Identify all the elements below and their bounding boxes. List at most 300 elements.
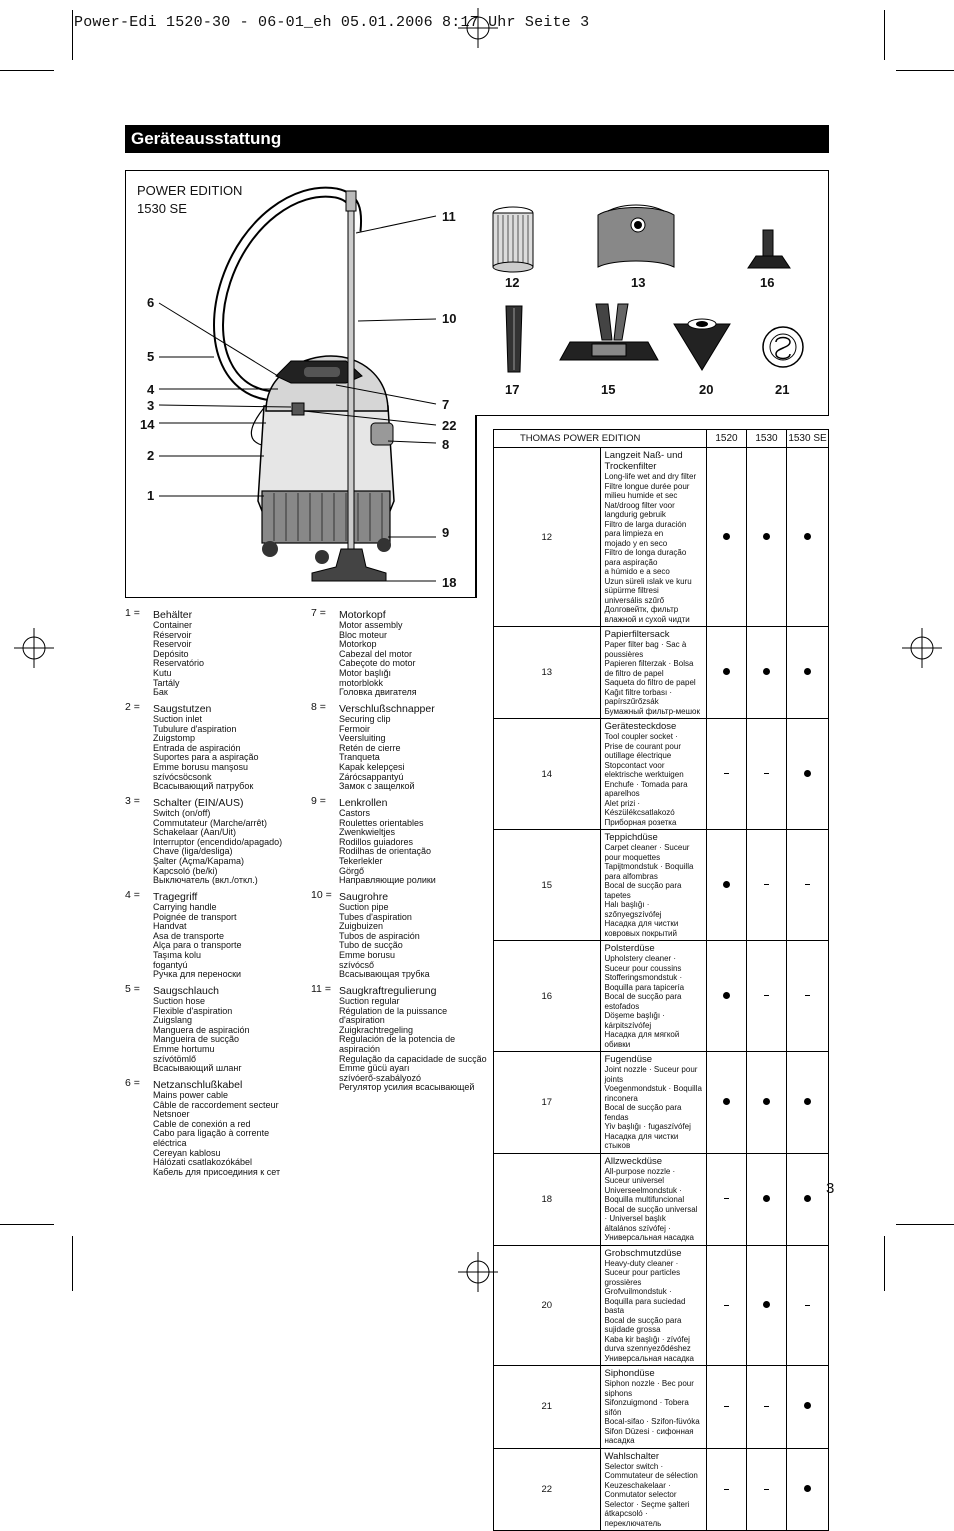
row-description bbox=[600, 448, 707, 627]
availability-cell bbox=[787, 1448, 829, 1531]
row-description bbox=[600, 1245, 707, 1366]
crevice-nozzle-icon bbox=[502, 304, 526, 374]
legend-translation: Retén de cierre bbox=[339, 742, 401, 753]
row-translation: Siphon nozzle · Bec pour siphons bbox=[604, 1379, 694, 1398]
availability-cell bbox=[787, 719, 829, 830]
row-description bbox=[600, 941, 707, 1052]
availability-cell bbox=[747, 941, 787, 1052]
included-dot-icon bbox=[804, 1195, 811, 1202]
legend-entry bbox=[311, 609, 487, 698]
callout-number: 14 bbox=[140, 417, 155, 432]
availability-cell bbox=[747, 1366, 787, 1449]
legend-translation: Suction hose bbox=[153, 996, 206, 1006]
table-header-row bbox=[494, 430, 829, 448]
callout-number: 22 bbox=[442, 418, 457, 433]
row-translation: Universeelmondstuk · Boquilla multifuncional bbox=[604, 1185, 685, 1204]
callout-number: 5 bbox=[147, 349, 155, 364]
crop-mark bbox=[896, 70, 954, 71]
legend-translation: Suportes para a aspiração bbox=[153, 752, 259, 763]
callout-number: 6 bbox=[147, 295, 155, 310]
included-dot-icon bbox=[804, 1485, 811, 1492]
row-number: 16 bbox=[494, 941, 601, 1052]
not-included-dash-icon bbox=[764, 1489, 769, 1490]
legend-translation: Cabezal del motor bbox=[339, 648, 413, 659]
row-number: 12 bbox=[494, 448, 601, 627]
row-title: Wahlschalter bbox=[604, 1450, 660, 1462]
legend-translation: Regulação da capacidade de sucção bbox=[339, 1053, 487, 1064]
availability-cell bbox=[747, 719, 787, 830]
legend-number: 10 = bbox=[311, 889, 332, 901]
accessory-number: 17 bbox=[505, 382, 520, 397]
legend-number: 11 = bbox=[311, 983, 331, 995]
legend-translation: Motorkop bbox=[339, 639, 377, 650]
legend-number: 3 = bbox=[125, 795, 140, 807]
legend-translation: Switch (on/off) bbox=[153, 808, 211, 818]
availability-cell bbox=[707, 627, 747, 719]
registration-mark-icon bbox=[902, 628, 942, 668]
heavy-duty-nozzle-icon bbox=[672, 316, 732, 372]
row-translation: Carpet cleaner · Suceur pour moquettes bbox=[604, 843, 690, 862]
not-included-dash-icon bbox=[764, 1406, 769, 1407]
row-description bbox=[600, 1052, 707, 1154]
legend-translation: Mains power cable bbox=[153, 1090, 229, 1100]
availability-cell bbox=[707, 719, 747, 830]
row-title: Teppichdüse bbox=[604, 832, 658, 843]
row-translation: Halı başlığı · szőnyegszívófej bbox=[604, 900, 662, 919]
row-translation: Sifonzuigmond · Tobera sifón bbox=[604, 1398, 689, 1417]
legend-translation: Zuigkrachtregeling bbox=[339, 1024, 414, 1035]
table-header-model: 1530 SE bbox=[787, 430, 829, 448]
legend-translation: Всасывающий патрубок bbox=[153, 781, 254, 792]
row-translation: Универсальная насадка bbox=[604, 1353, 694, 1363]
legend-number: 8 = bbox=[311, 701, 326, 713]
legend-translation: Regulación de la potencia de aspiración bbox=[339, 1034, 456, 1054]
row-translation: Бумажный фильтр-мешок bbox=[604, 706, 700, 716]
availability-cell bbox=[707, 830, 747, 941]
legend-translation: Suction regular bbox=[339, 996, 400, 1006]
accessory-number: 16 bbox=[760, 275, 775, 290]
row-translation: Alet prizi · Készülékcsatlakozó bbox=[604, 798, 675, 817]
legend-heading: Schalter (EIN/AUS) bbox=[153, 797, 244, 809]
row-translation: Stopcontact voor elektrische werktuigen bbox=[604, 760, 684, 779]
crop-mark bbox=[884, 10, 885, 60]
not-included-dash-icon bbox=[764, 773, 769, 774]
row-description bbox=[600, 1448, 707, 1531]
crop-mark bbox=[884, 1236, 885, 1291]
legend-translation: Tubes d'aspiration bbox=[339, 911, 412, 922]
table-row bbox=[494, 1245, 829, 1366]
row-title: Gerätesteckdose bbox=[604, 721, 677, 732]
row-translation: a húmido e a seco bbox=[604, 567, 670, 576]
legend-translation: Tranqueta bbox=[339, 752, 380, 763]
legend-translation: Alça para o transporte bbox=[153, 940, 242, 951]
legend-translation: szívóerő-szabályozó bbox=[339, 1072, 422, 1083]
row-number: 14 bbox=[494, 719, 601, 830]
vacuum-cleaner-illustration bbox=[126, 171, 474, 597]
legend-translation: Tubos de aspiración bbox=[339, 930, 420, 941]
legend-translation: Hálózati csatlakozókábel bbox=[153, 1157, 253, 1168]
siphon-nozzle-icon bbox=[760, 324, 806, 370]
row-translation: Nat/droog filter voor langdurig gebruik bbox=[604, 500, 675, 519]
legend-translation: Выключатель (вкл./откл.) bbox=[153, 875, 258, 886]
page-number: 3 bbox=[826, 1180, 835, 1197]
legend-translation: Zuigbuizen bbox=[339, 921, 384, 932]
legend-translation: Mangueira de sucção bbox=[153, 1034, 240, 1045]
legend-number: 4 = bbox=[125, 889, 140, 901]
legend-translation: Suction pipe bbox=[339, 902, 389, 912]
legend-translation: Tartály bbox=[153, 677, 180, 688]
legend-translation: szívótömlő bbox=[153, 1053, 197, 1064]
legend-translation: Rodilhas de orientação bbox=[339, 846, 432, 857]
row-translation: Prise de courant pour outillage électrique bbox=[604, 741, 681, 760]
row-translation: Sifon Düzesi · сифонная насадка bbox=[604, 1426, 694, 1445]
row-translation: Насадка для чистки ковровых покрытий bbox=[604, 919, 679, 938]
legend-translation: Taşıma kolu bbox=[153, 949, 202, 960]
availability-cell bbox=[707, 1153, 747, 1245]
row-translation: Paper filter bag · Sac à poussières bbox=[604, 640, 687, 659]
legend-number: 7 = bbox=[311, 607, 326, 619]
row-number: 20 bbox=[494, 1245, 601, 1366]
legend-number: 6 = bbox=[125, 1077, 140, 1089]
row-number: 17 bbox=[494, 1052, 601, 1154]
legend-heading: Saugstutzen bbox=[153, 703, 212, 715]
accessory-number: 20 bbox=[699, 382, 714, 397]
row-translation: általános szívófej · Универсальная насадка bbox=[604, 1223, 694, 1242]
accessory-number: 21 bbox=[775, 382, 790, 397]
upholstery-nozzle-icon bbox=[744, 228, 794, 272]
row-translation: Yiv başlığı · fugaszívófej bbox=[604, 1122, 691, 1131]
legend-translation: Zuigstomp bbox=[153, 733, 196, 744]
legend-translation: szívócső bbox=[339, 959, 375, 970]
included-dot-icon bbox=[763, 533, 770, 540]
included-dot-icon bbox=[804, 1402, 811, 1409]
registration-mark-icon bbox=[14, 628, 54, 668]
legend-translation: Tubulure d'aspiration bbox=[153, 723, 237, 734]
table-row bbox=[494, 1153, 829, 1245]
legend-translation: Réservoir bbox=[153, 629, 192, 640]
included-dot-icon bbox=[723, 668, 730, 675]
legend-translation: Depósito bbox=[153, 648, 189, 659]
legend-translation: Manguera de aspiración bbox=[153, 1024, 250, 1035]
paper-filter-bag-icon bbox=[594, 203, 678, 273]
row-translation: átkapcsoló · переключатель bbox=[604, 1509, 662, 1528]
figure-divider bbox=[475, 415, 477, 598]
availability-cell bbox=[747, 448, 787, 627]
row-number: 22 bbox=[494, 1448, 601, 1531]
availability-cell bbox=[747, 1448, 787, 1531]
legend-translation: Головка двигателя bbox=[339, 687, 417, 698]
legend-heading: Behälter bbox=[153, 609, 193, 621]
not-included-dash-icon bbox=[724, 773, 729, 774]
not-included-dash-icon bbox=[805, 995, 810, 996]
availability-cell bbox=[707, 1245, 747, 1366]
legend-translation: Zárócsappantyú bbox=[339, 771, 404, 782]
row-translation: Döşeme başlığı · kárpitszívófej bbox=[604, 1011, 665, 1030]
row-translation: Bocal-sifao · Szifon-füvóka bbox=[604, 1417, 700, 1426]
legend-entry bbox=[125, 1079, 305, 1177]
legend-translation: motorblokk bbox=[339, 677, 384, 688]
availability-cell bbox=[747, 1245, 787, 1366]
availability-cell bbox=[707, 1052, 747, 1154]
not-included-dash-icon bbox=[724, 1489, 729, 1490]
legend-number: 9 = bbox=[311, 795, 326, 807]
row-description bbox=[600, 1153, 707, 1245]
crop-mark bbox=[896, 1224, 954, 1225]
legend-translation: Cable de conexión a red bbox=[153, 1118, 251, 1129]
row-translation: Tapijtmondstuk · Boquilla para alfombras bbox=[604, 862, 694, 881]
table-header-model: 1520 bbox=[707, 430, 747, 448]
legend-heading: Saugkraftregulierung bbox=[339, 985, 437, 997]
callout-number: 2 bbox=[147, 448, 155, 463]
legend-translation: Câble de raccordement secteur bbox=[153, 1099, 279, 1110]
row-translation: Keuzeschakelaar · Conmutator selector bbox=[604, 1480, 677, 1499]
not-included-dash-icon bbox=[764, 884, 769, 885]
row-translation: Filtro de longa duração para aspiração bbox=[604, 548, 687, 567]
row-title: Langzeit Naß- und Trockenfilter bbox=[604, 450, 683, 472]
availability-cell bbox=[787, 1052, 829, 1154]
legend-translation: Кабель для присоединия к сет bbox=[153, 1166, 281, 1177]
legend-translation: Cereyan kablosu bbox=[153, 1147, 221, 1158]
availability-cell bbox=[787, 1245, 829, 1366]
row-translation: Upholstery cleaner · Suceur pour coussins bbox=[604, 954, 682, 973]
legend-heading: Netzanschlußkabel bbox=[153, 1079, 243, 1091]
row-title: Grobschmutzdüse bbox=[604, 1247, 682, 1259]
legend-translation: Tubo de sucção bbox=[339, 940, 403, 951]
legend-heading: Lenkrollen bbox=[339, 797, 388, 809]
legend-translation: Направляющие ролики bbox=[339, 875, 436, 886]
legend-translation: fogantyú bbox=[153, 959, 188, 970]
availability-cell bbox=[787, 1366, 829, 1449]
accessory-number: 13 bbox=[631, 275, 646, 290]
legend-translation: Chave (liga/desliga) bbox=[153, 846, 233, 857]
crop-mark bbox=[72, 1236, 73, 1291]
legend-translation: Asa de transporte bbox=[153, 930, 225, 941]
availability-cell bbox=[747, 830, 787, 941]
availability-cell bbox=[747, 627, 787, 719]
legend-translation: Şalter (Açma/Kapama) bbox=[153, 855, 245, 866]
availability-cell bbox=[787, 941, 829, 1052]
not-included-dash-icon bbox=[724, 1406, 729, 1407]
row-title: Papierfiltersack bbox=[604, 629, 670, 640]
included-dot-icon bbox=[804, 1098, 811, 1105]
legend-translation: Kapcsoló (be/ki) bbox=[153, 865, 218, 876]
legend-entry bbox=[311, 891, 487, 980]
crop-mark bbox=[0, 70, 54, 71]
row-translation: Selector · Seçme şalteri bbox=[604, 1499, 690, 1509]
included-dot-icon bbox=[763, 1301, 770, 1308]
row-translation: Saqueta do filtro de papel bbox=[604, 678, 696, 687]
legend-translation: Flexible d'aspiration bbox=[153, 1005, 233, 1016]
legend-translation: Görgő bbox=[339, 865, 365, 876]
table-header-model: 1530 bbox=[747, 430, 787, 448]
row-translation: Long-life wet and dry filter bbox=[604, 472, 697, 481]
registration-mark-icon bbox=[458, 8, 498, 48]
row-translation: Bocal de sucção para estofados bbox=[604, 992, 682, 1011]
legend-translation: Reservoir bbox=[153, 639, 192, 650]
included-dot-icon bbox=[804, 533, 811, 540]
included-dot-icon bbox=[723, 1098, 730, 1105]
legend-entry bbox=[125, 703, 305, 792]
legend-heading: Tragegriff bbox=[153, 891, 198, 903]
legend-entry bbox=[311, 703, 487, 792]
legend-heading: Saugrohre bbox=[339, 891, 389, 903]
included-dot-icon bbox=[763, 1195, 770, 1202]
callout-number: 11 bbox=[442, 209, 456, 224]
legend-translation: Rodillos guiadores bbox=[339, 836, 414, 847]
row-translation: Heavy-duty cleaner · bbox=[604, 1258, 679, 1268]
availability-cell bbox=[787, 830, 829, 941]
legend-translation: Securing clip bbox=[339, 714, 391, 724]
section-title: Geräteausstattung bbox=[125, 125, 829, 153]
legend-translation: Регулятор усилия всасывающей bbox=[339, 1082, 475, 1093]
row-translation: Selector switch · Commutateur de sélection bbox=[604, 1461, 698, 1480]
table-row bbox=[494, 719, 829, 830]
callout-number: 3 bbox=[147, 398, 155, 413]
callout-number: 8 bbox=[442, 437, 450, 452]
legend-translation: Commutateur (Marche/arrêt) bbox=[153, 817, 268, 828]
not-included-dash-icon bbox=[724, 1305, 729, 1306]
filter-cartridge-icon bbox=[490, 205, 536, 273]
table-row bbox=[494, 941, 829, 1052]
row-description bbox=[600, 830, 707, 941]
row-translation: Насадка для чистки стыков bbox=[604, 1131, 679, 1150]
legend-translation: Emme borusu bbox=[339, 949, 396, 960]
legend-translation: Roulettes orientables bbox=[339, 817, 424, 828]
legend-number: 2 = bbox=[125, 701, 140, 713]
crop-mark bbox=[72, 10, 73, 60]
legend-entry bbox=[125, 797, 305, 886]
legend-translation: Cabo para ligação à corrente eléctrica bbox=[153, 1128, 270, 1148]
row-title: Fugendüse bbox=[604, 1054, 653, 1065]
legend-heading: Saugschlauch bbox=[153, 985, 219, 997]
legend-translation: Всасывающий шланг bbox=[153, 1063, 242, 1074]
row-number: 21 bbox=[494, 1366, 601, 1449]
table-row bbox=[494, 627, 829, 719]
legend-translation: Замок с защелкой bbox=[339, 781, 415, 792]
row-description bbox=[600, 719, 707, 830]
not-included-dash-icon bbox=[764, 995, 769, 996]
legend-heading: Verschlußschnapper bbox=[339, 703, 435, 715]
row-translation: Kaba kir başlığı · zívófej durva szennyeződéshez bbox=[604, 1334, 691, 1353]
row-translation: Bocal de sucção para fendas bbox=[604, 1103, 682, 1122]
row-title: Siphondüse bbox=[604, 1368, 655, 1379]
legend-translation: Veersluiting bbox=[339, 733, 386, 744]
row-translation: Grofvuilmondstuk · Boquilla para suciedad basta bbox=[604, 1287, 686, 1315]
legend-entry bbox=[125, 891, 305, 980]
legend-translation: Бак bbox=[153, 687, 168, 698]
table-row bbox=[494, 1448, 829, 1531]
legend-number: 1 = bbox=[125, 607, 140, 619]
table-row bbox=[494, 448, 829, 627]
legend-translation: Fermoir bbox=[339, 723, 370, 734]
legend-translation: Régulation de la puissance d'aspiration bbox=[339, 1005, 448, 1026]
legend-translation: Zwenkwieltjes bbox=[339, 827, 396, 838]
row-translation: Tool coupler socket · bbox=[604, 732, 678, 741]
crop-mark bbox=[0, 1224, 54, 1225]
legend-translation: Carrying handle bbox=[153, 902, 217, 912]
legend-translation: Entrada de aspiración bbox=[153, 742, 241, 753]
legend-translation: Cabeçote do motor bbox=[339, 658, 416, 669]
not-included-dash-icon bbox=[805, 1305, 810, 1306]
model-label-line: 1530 SE bbox=[137, 201, 187, 216]
row-translation: Papieren filterzak · Bolsa de filtro de papel bbox=[604, 659, 694, 678]
row-translation: Filtro de larga duración para limpieza en bbox=[604, 519, 687, 538]
legend-translation: Poignée de transport bbox=[153, 911, 237, 922]
legend-entry bbox=[311, 797, 487, 886]
row-translation: Filtre longue durée pour milieu humide et sec bbox=[604, 481, 690, 500]
legend-entry bbox=[125, 609, 305, 698]
legend-translation: Handvat bbox=[153, 921, 187, 932]
row-translation: Joint nozzle · Suceur pour joints bbox=[604, 1065, 698, 1084]
legend-entry bbox=[311, 985, 487, 1093]
legend-translation: Interruptor (encendido/apagado) bbox=[153, 836, 283, 847]
table-header-label: THOMAS POWER EDITION bbox=[494, 430, 707, 448]
row-number: 18 bbox=[494, 1153, 601, 1245]
row-translation: Bocal de sucção universal · Universel başlık bbox=[604, 1204, 698, 1223]
legend-translation: Kapak kelepçesi bbox=[339, 761, 405, 772]
legend-translation: Suction inlet bbox=[153, 714, 203, 724]
legend-translation: Schakelaar (Aan/Uit) bbox=[153, 827, 237, 838]
legend-translation: Ручка для переноски bbox=[153, 969, 242, 980]
row-translation: Suceur pour particles grossières bbox=[604, 1268, 681, 1287]
row-translation: Voegenmondstuk · Boquilla rinconera bbox=[604, 1084, 702, 1103]
legend-translation: Bloc moteur bbox=[339, 629, 388, 640]
print-slug: Power-Edi 1520-30 - 06-01_eh 05.01.2006 8:17 Uhr Seite 3 bbox=[74, 14, 590, 31]
row-title: Polsterdüse bbox=[604, 943, 655, 954]
table-row bbox=[494, 830, 829, 941]
legend-translation: Emme borusu manşosu bbox=[153, 761, 249, 772]
included-dot-icon bbox=[723, 992, 730, 999]
accessory-number: 15 bbox=[601, 382, 616, 397]
callout-number: 1 bbox=[147, 488, 155, 503]
included-dot-icon bbox=[723, 881, 730, 888]
row-description bbox=[600, 1366, 707, 1449]
legend-translation: Emme gücü ayarı bbox=[339, 1063, 410, 1074]
row-translation: Enchufe · Tomada para aparelhos bbox=[604, 779, 688, 798]
row-translation: Насадка для мягкой обивки bbox=[604, 1030, 680, 1049]
legend-translation: szívócsöcsonk bbox=[153, 771, 212, 782]
availability-cell bbox=[707, 448, 747, 627]
row-number: 15 bbox=[494, 830, 601, 941]
registration-mark-icon bbox=[458, 1252, 498, 1292]
included-dot-icon bbox=[804, 770, 811, 777]
availability-cell bbox=[747, 1052, 787, 1154]
legend-number: 5 = bbox=[125, 983, 140, 995]
not-included-dash-icon bbox=[805, 884, 810, 885]
availability-cell bbox=[787, 448, 829, 627]
legend-translation: Netsnoer bbox=[153, 1109, 190, 1120]
figure-divider bbox=[475, 415, 829, 416]
availability-cell bbox=[747, 1153, 787, 1245]
table-row bbox=[494, 1366, 829, 1449]
callout-number: 18 bbox=[442, 575, 457, 590]
callout-number: 9 bbox=[442, 525, 450, 540]
legend-translation: Всасывающая трубка bbox=[339, 969, 430, 980]
row-translation: Uzun süreli ıslak ve kuru süpürme filtresi bbox=[604, 576, 692, 595]
included-dot-icon bbox=[763, 668, 770, 675]
availability-cell bbox=[707, 941, 747, 1052]
availability-cell bbox=[707, 1448, 747, 1531]
callout-number: 10 bbox=[442, 311, 457, 326]
availability-cell bbox=[787, 1153, 829, 1245]
legend-translation: Motor başlığı bbox=[339, 667, 392, 678]
row-translation: Kağıt filtre torbası · papírszűrőzsák bbox=[604, 687, 673, 706]
accessory-number: 12 bbox=[505, 275, 520, 290]
model-label-line: POWER EDITION bbox=[137, 183, 243, 198]
row-translation: Bocal de sucção para sujidade grossa bbox=[604, 1315, 682, 1334]
row-translation: Stofferingsmondstuk · Boquilla para tapicería bbox=[604, 973, 685, 992]
legend-translation: Motor assembly bbox=[339, 620, 403, 630]
